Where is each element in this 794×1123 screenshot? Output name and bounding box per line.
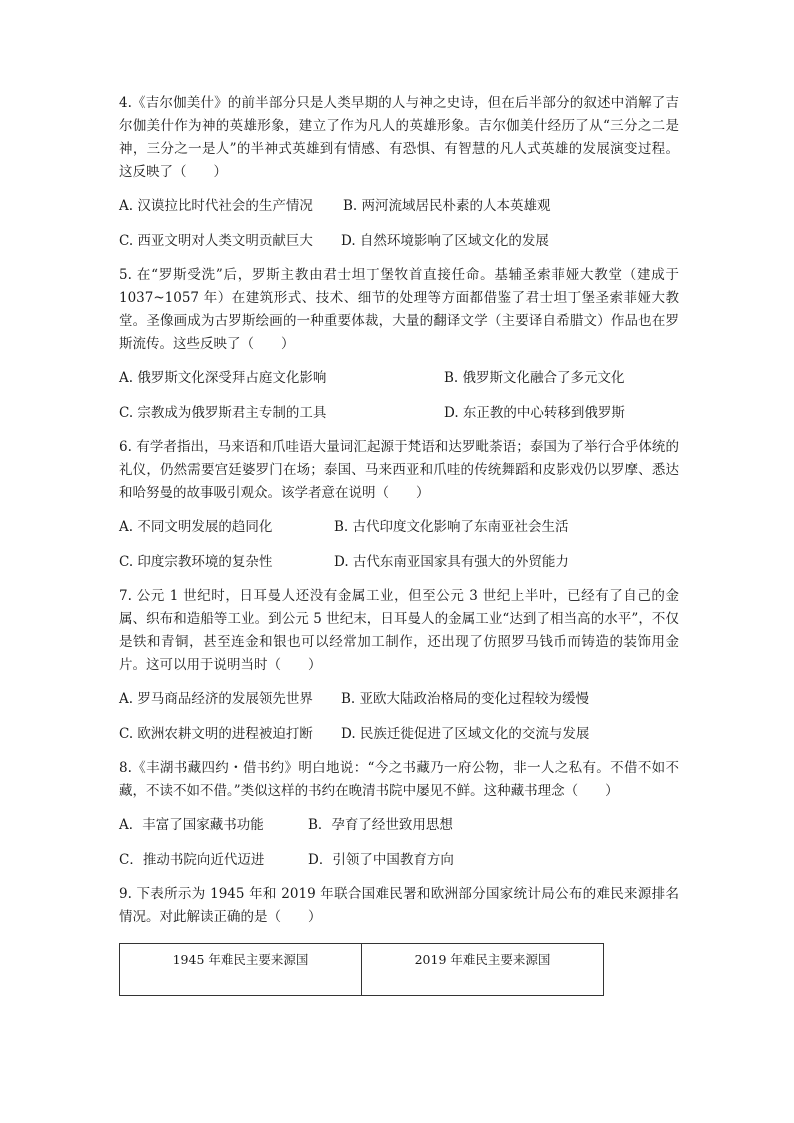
- question-5: 5. 在“罗斯受洗”后，罗斯主教由君士坦丁堡牧首直接任命。基辅圣索菲娅大教堂（建成于 1037~1057 年）在建筑形式、技术、细节的处理等方面都借鉴了君士坦丁堡圣索菲娅大教堂。圣像画成为古罗斯绘画的一种重要体裁，大量的翻译文学（主要译自希腊文）作品也在罗斯流传。这些反映了（ ）: [119, 267, 679, 352]
- option-8c[interactable]: C．推动书院向近代迈进: [119, 852, 265, 868]
- option-7d[interactable]: D. 民族迁徙促进了区域文化的交流与发展: [341, 726, 590, 742]
- question-5-options-row-1: [119, 366, 679, 390]
- question-7-options-row-1: [119, 687, 679, 711]
- option-5c[interactable]: C. 宗教成为俄罗斯君主专制的工具: [119, 405, 327, 421]
- option-4b[interactable]: B. 两河流域居民朴素的人本英雄观: [343, 198, 551, 214]
- question-4-options-row-1: [119, 194, 679, 218]
- question-4: 4.《吉尔伽美什》的前半部分只是人类早期的人与神之史诗，但在后半部分的叙述中消解了吉尔伽美什作为神的英雄形象，建立了作为凡人的英雄形象。吉尔伽美什经历了从“三分之二是神，三分之一是人”的半神式英雄到有情感、有恐惧、有智慧的凡人式英雄的发展演变过程。这反映了（ ）: [119, 95, 679, 180]
- option-5b[interactable]: B. 俄罗斯文化融合了多元文化: [444, 370, 625, 386]
- option-4c[interactable]: C. 西亚文明对人类文明贡献巨大: [119, 233, 313, 249]
- option-7c[interactable]: C. 欧洲农耕文明的进程被迫打断: [119, 726, 313, 742]
- option-4a[interactable]: A. 汉谟拉比时代社会的生产情况: [119, 198, 313, 214]
- option-7b[interactable]: B. 亚欧大陆政治格局的变化过程较为缓慢: [341, 691, 590, 707]
- option-7a[interactable]: A. 罗马商品经济的发展领先世界: [119, 691, 313, 707]
- option-6b[interactable]: B. 古代印度文化影响了东南亚社会生活: [334, 519, 569, 535]
- question-9: 9. 下表所示为 1945 年和 2019 年联合国难民署和欧洲部分国家统计局公布的难民来源排名情况。对此解读正确的是（ ）: [119, 886, 679, 925]
- exam-page: [119, 92, 679, 996]
- option-6a[interactable]: A. 不同文明发展的趋同化: [119, 519, 273, 535]
- question-6-options-row-1: [119, 515, 679, 539]
- question-7: 7. 公元 1 世纪时，日耳曼人还没有金属工业，但至公元 3 世纪上半叶，已经有了自己的金属、织布和造船等工业。到公元 5 世纪末，日耳曼人的金属工业“达到了相当高的水平”，不仅是铁和青铜，甚至连金和银也可以经常加工制作，还出现了仿照罗马钱币而铸造的装饰用金片。这可以用于说明当时（ ）: [119, 588, 679, 673]
- table-header-2019: 2019 年难民主要来源国: [362, 944, 604, 996]
- question-7-options-row-2: [119, 722, 679, 746]
- option-8b[interactable]: B．孕育了经世致用思想: [308, 817, 453, 833]
- option-8a[interactable]: A．丰富了国家藏书功能: [119, 817, 264, 833]
- option-5a[interactable]: A. 俄罗斯文化深受拜占庭文化影响: [119, 370, 327, 386]
- table-header-row: [120, 944, 604, 996]
- question-8: 8.《丰湖书藏四约・借书约》明白地说：“今之书藏乃一府公物，非一人之私有。不借不如不藏，不读不如不借。”类似这样的书约在晚清书院中屡见不鲜。这种藏书理念（ ）: [119, 760, 679, 799]
- refugee-table: [119, 943, 679, 996]
- question-5-options-row-2: [119, 401, 679, 425]
- question-8-options-row-2: [119, 848, 679, 872]
- question-4-options-row-2: [119, 229, 679, 253]
- option-6c[interactable]: C. 印度宗教环境的复杂性: [119, 554, 273, 570]
- option-6d[interactable]: D. 古代东南亚国家具有强大的外贸能力: [334, 554, 569, 570]
- option-5d[interactable]: D. 东正教的中心转移到俄罗斯: [444, 405, 625, 421]
- question-8-options-row-1: [119, 813, 679, 837]
- table-header-1945: 1945 年难民主要来源国: [120, 944, 362, 996]
- option-8d[interactable]: D．引领了中国教育方向: [308, 852, 454, 868]
- question-6-options-row-2: [119, 550, 679, 574]
- question-6: 6. 有学者指出，马来语和爪哇语大量词汇起源于梵语和达罗毗荼语；泰国为了举行合乎体统的礼仪，仍然需要宫廷婆罗门在场；泰国、马来西亚和爪哇的传统舞蹈和皮影戏仍以罗摩、悉达和哈努曼的故事吸引观众。该学者意在说明（ ）: [119, 439, 679, 501]
- option-4d[interactable]: D. 自然环境影响了区域文化的发展: [341, 233, 549, 249]
